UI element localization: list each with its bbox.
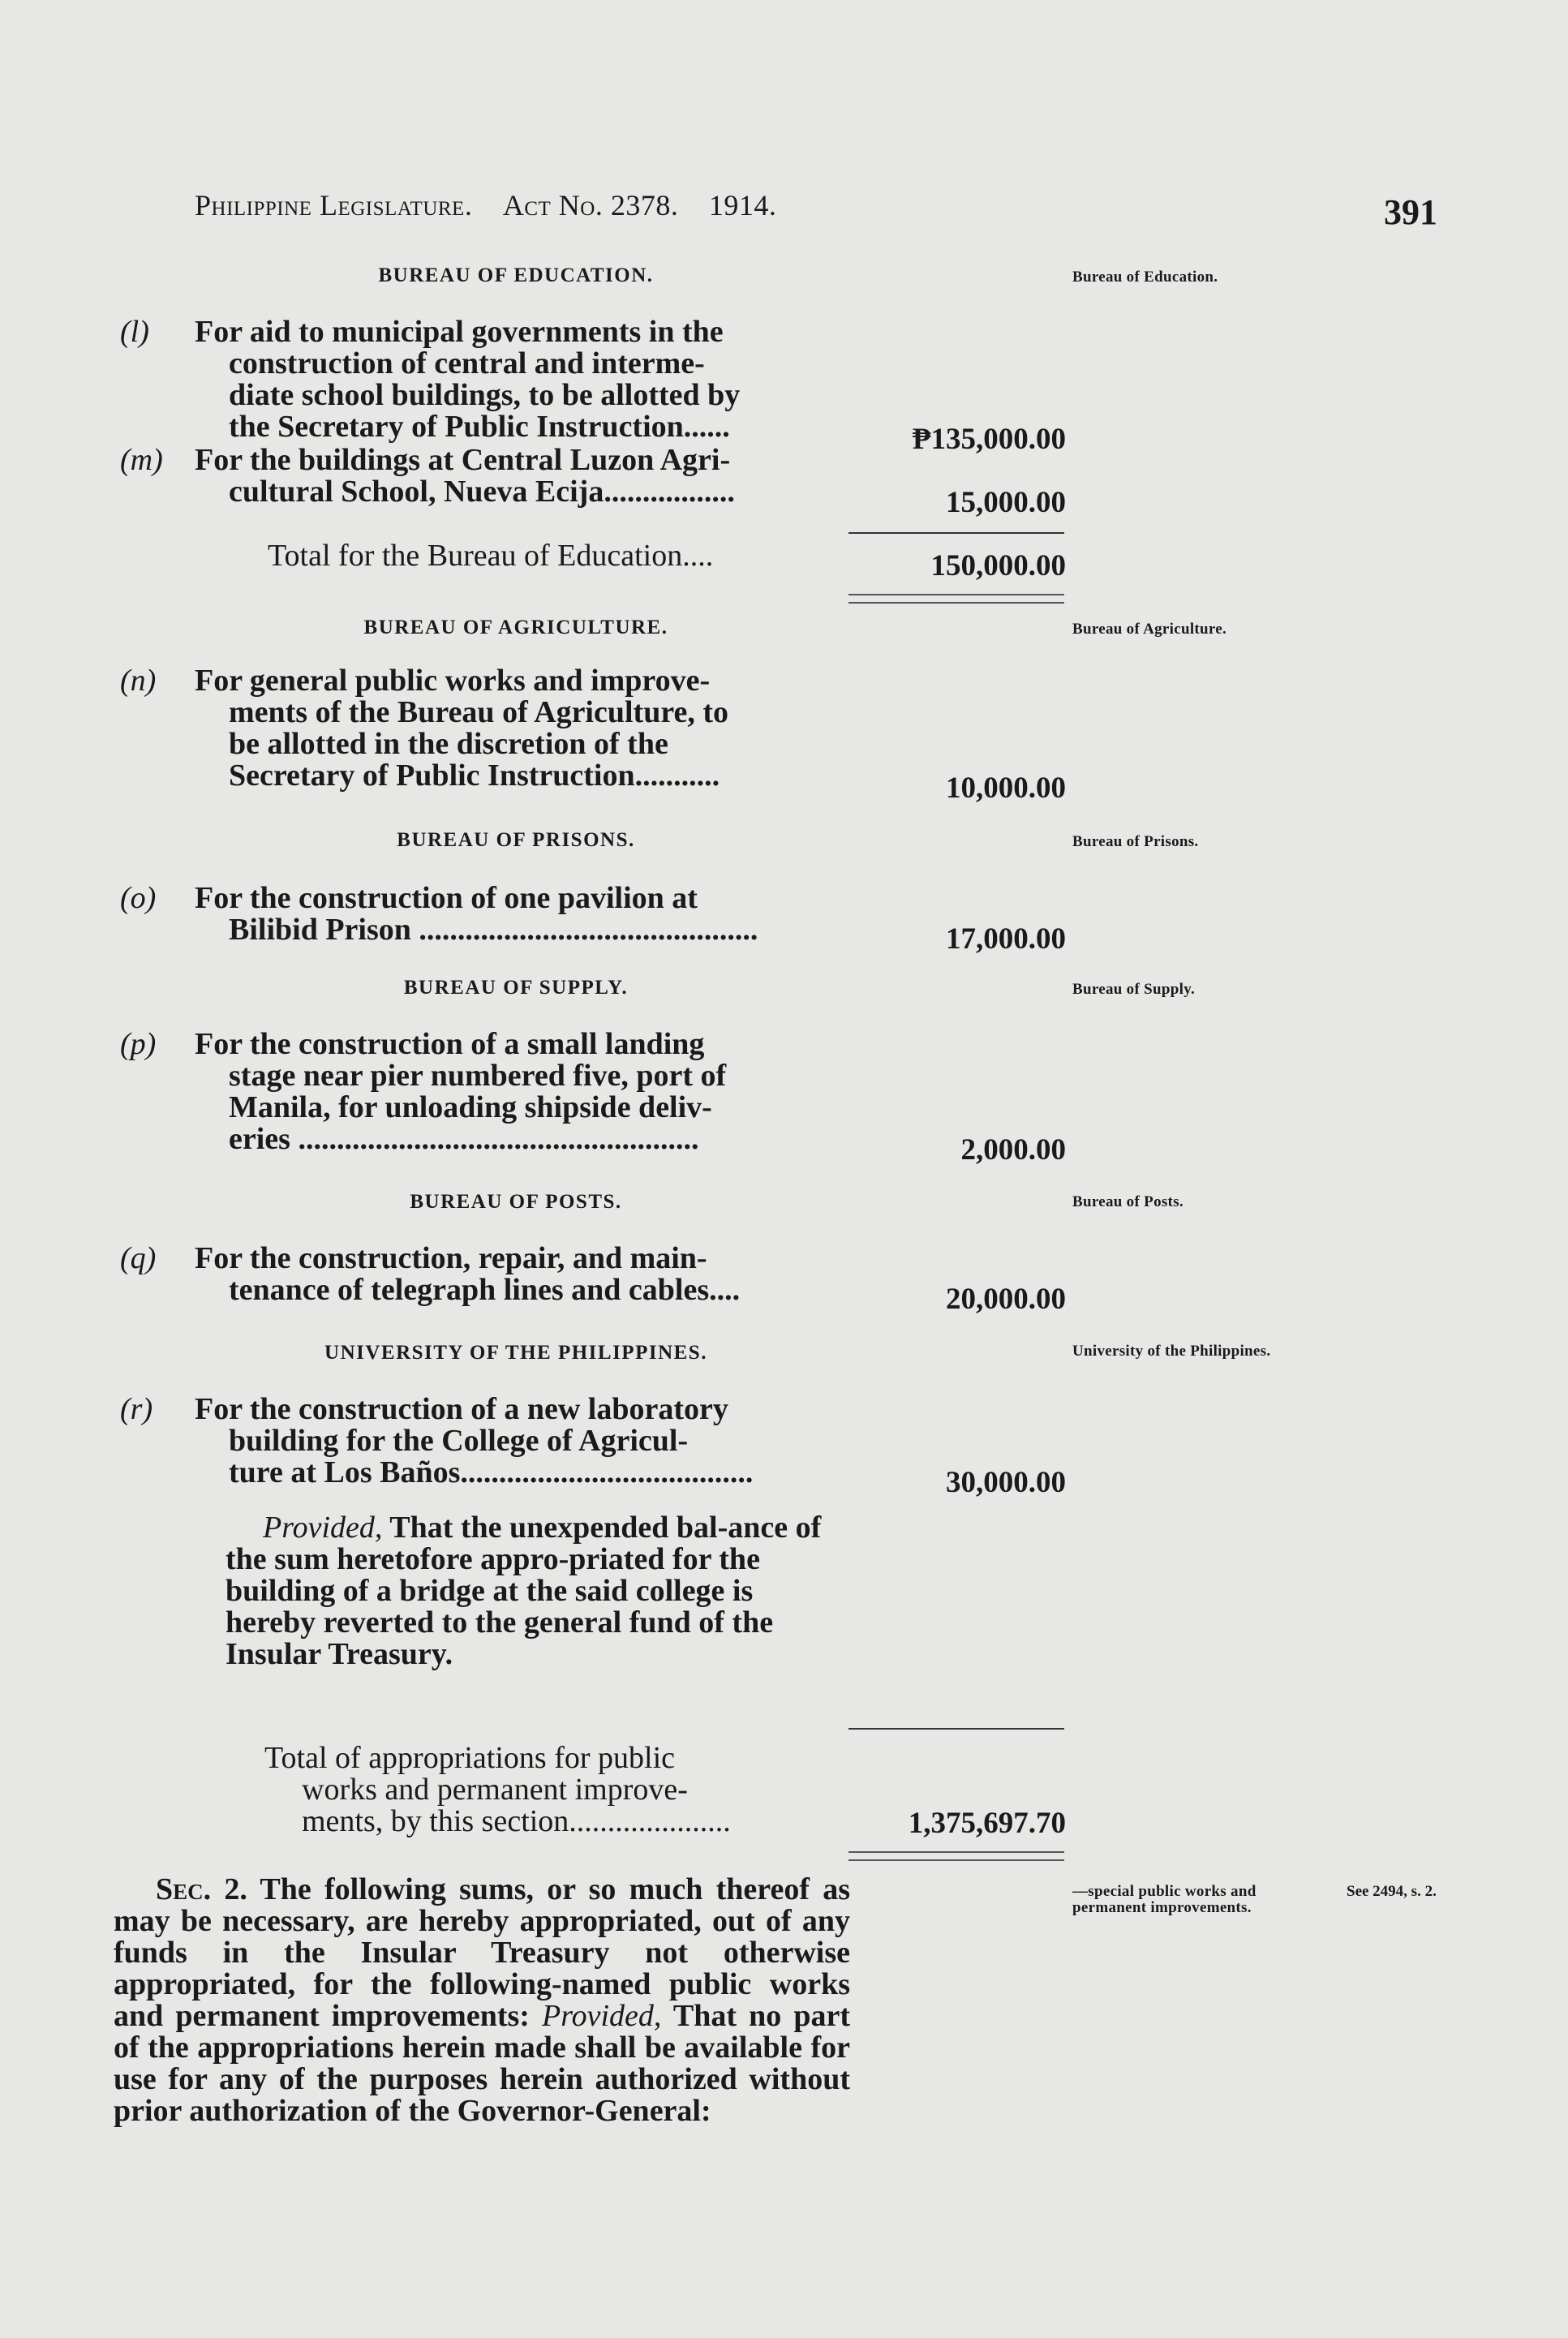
heading-bureau-agriculture: BUREAU OF AGRICULTURE. — [363, 617, 668, 638]
proviso-italic: Provided, — [263, 1511, 383, 1545]
item-letter: (o) — [120, 881, 157, 915]
section-2-label: Sec. 2. — [156, 1872, 247, 1906]
item-line: cultural School, Nueva Ecija................. — [229, 475, 735, 509]
margin-note-education: Bureau of Education. — [1072, 269, 1218, 286]
heading-bureau-posts: BUREAU OF POSTS. — [410, 1191, 622, 1213]
amount-l: ₱135,000.00 — [912, 423, 1066, 456]
double-rule — [848, 594, 1064, 604]
grand-total-amount: 1,375,697.70 — [908, 1807, 1066, 1840]
section-2-italic: Provided, — [542, 1999, 662, 2033]
total-education-amount: 150,000.00 — [930, 549, 1066, 582]
item-line: ments of the Bureau of Agriculture, to — [229, 695, 729, 729]
amount-r: 30,000.00 — [946, 1466, 1066, 1499]
heading-bureau-education: BUREAU OF EDUCATION. — [378, 264, 654, 286]
item-p — [120, 1029, 850, 1155]
item-line: For general public works and improve- — [195, 664, 711, 698]
item-line: For the buildings at Central Luzon Agri- — [195, 443, 731, 477]
page-number: 391 — [1384, 192, 1437, 232]
item-line: building for the College of Agricul- — [229, 1424, 689, 1458]
item-letter: (l) — [120, 315, 149, 349]
item-letter: (n) — [120, 664, 157, 698]
item-line: For the construction, repair, and main- — [195, 1241, 707, 1275]
item-l — [120, 316, 850, 443]
item-line: tenance of telegraph lines and cables.... — [229, 1273, 741, 1307]
item-line: stage near pier numbered five, port of — [229, 1059, 727, 1093]
item-line: For the construction of one pavilion at — [195, 881, 698, 915]
heading-bureau-supply: BUREAU OF SUPPLY. — [403, 977, 629, 999]
grand-total-line: works and permanent improve- — [302, 1773, 688, 1807]
item-letter: (q) — [120, 1241, 157, 1275]
margin-note-university: University of the Philippines. — [1072, 1343, 1271, 1360]
grand-total-label — [264, 1743, 848, 1837]
running-header — [195, 188, 776, 222]
proviso-paragraph — [226, 1512, 850, 1670]
item-line: diate school buildings, to be allotted by — [229, 378, 741, 412]
double-rule — [848, 1851, 1064, 1861]
item-line: eries .................................................... — [229, 1122, 699, 1156]
item-line: construction of central and interme- — [229, 346, 705, 380]
proviso-text: That the unexpended bal-ance of the sum heretofore appro-priated for the building of a bridge at the said college is hereby reverted to the general fund of the Insular Treasury. — [226, 1511, 822, 1671]
header-legislature: Philippine Legislature. — [195, 189, 473, 221]
amount-o: 17,000.00 — [946, 922, 1066, 956]
heading-university: UNIVERSITY OF THE PHILIPPINES. — [324, 1342, 707, 1364]
header-year: 1914. — [708, 189, 777, 221]
header-act: Act No. 2378. — [502, 189, 679, 221]
item-line: For aid to municipal governments in the — [195, 315, 724, 349]
amount-m: 15,000.00 — [946, 486, 1066, 519]
item-letter: (p) — [120, 1027, 157, 1061]
section-2-text: The following sums, or so much thereof as may be necessary, are hereby appropriated, out of any funds in the Insular Treasury not otherwise appropriated, for the following-named public works and permanent improvements: — [114, 1872, 850, 2033]
item-line: Secretary of Public Instruction........... — [229, 759, 720, 793]
item-q — [120, 1243, 850, 1306]
amount-p: 2,000.00 — [960, 1133, 1066, 1167]
item-letter: (m) — [120, 443, 163, 477]
item-n — [120, 665, 850, 792]
section-2-text-after: That no part of the appropriations herein made shall be available for use for any of the purposes herein authorized without prior authorization of the Governor-General: — [114, 1999, 850, 2128]
item-line: be allotted in the discretion of the — [229, 727, 668, 761]
grand-total-line: Total of appropriations for public — [264, 1741, 675, 1775]
total-education-label: Total for the Bureau of Education.... — [268, 539, 714, 573]
heading-bureau-prisons: BUREAU OF PRISONS. — [397, 829, 635, 851]
section-2-paragraph — [114, 1874, 850, 2127]
amount-n: 10,000.00 — [946, 771, 1066, 805]
item-line: Bilibid Prison ............................................ — [229, 913, 758, 947]
item-o — [120, 883, 850, 946]
sum-rule — [848, 532, 1064, 534]
item-letter: (r) — [120, 1392, 153, 1426]
margin-note-prisons: Bureau of Prisons. — [1072, 833, 1199, 850]
margin-note-agriculture: Bureau of Agriculture. — [1072, 621, 1227, 638]
item-line: For the construction of a new laboratory — [195, 1392, 728, 1426]
grand-total-line: ments, by this section..................... — [302, 1804, 731, 1838]
item-line: Manila, for unloading shipside deliv- — [229, 1090, 712, 1124]
sum-rule — [848, 1728, 1064, 1730]
item-line: ture at Los Baños...................................... — [229, 1455, 754, 1489]
margin-note-section-2: —special public works and permanent improvements. — [1072, 1883, 1257, 1916]
item-r — [120, 1394, 850, 1489]
margin-note-posts: Bureau of Posts. — [1072, 1193, 1184, 1210]
margin-note-supply: Bureau of Supply. — [1072, 981, 1196, 998]
item-line: the Secretary of Public Instruction...... — [229, 410, 730, 444]
amount-q: 20,000.00 — [946, 1283, 1066, 1316]
cross-reference: See 2494, s. 2. — [1347, 1883, 1437, 1900]
item-m — [120, 445, 850, 508]
item-line: For the construction of a small landing — [195, 1027, 705, 1061]
